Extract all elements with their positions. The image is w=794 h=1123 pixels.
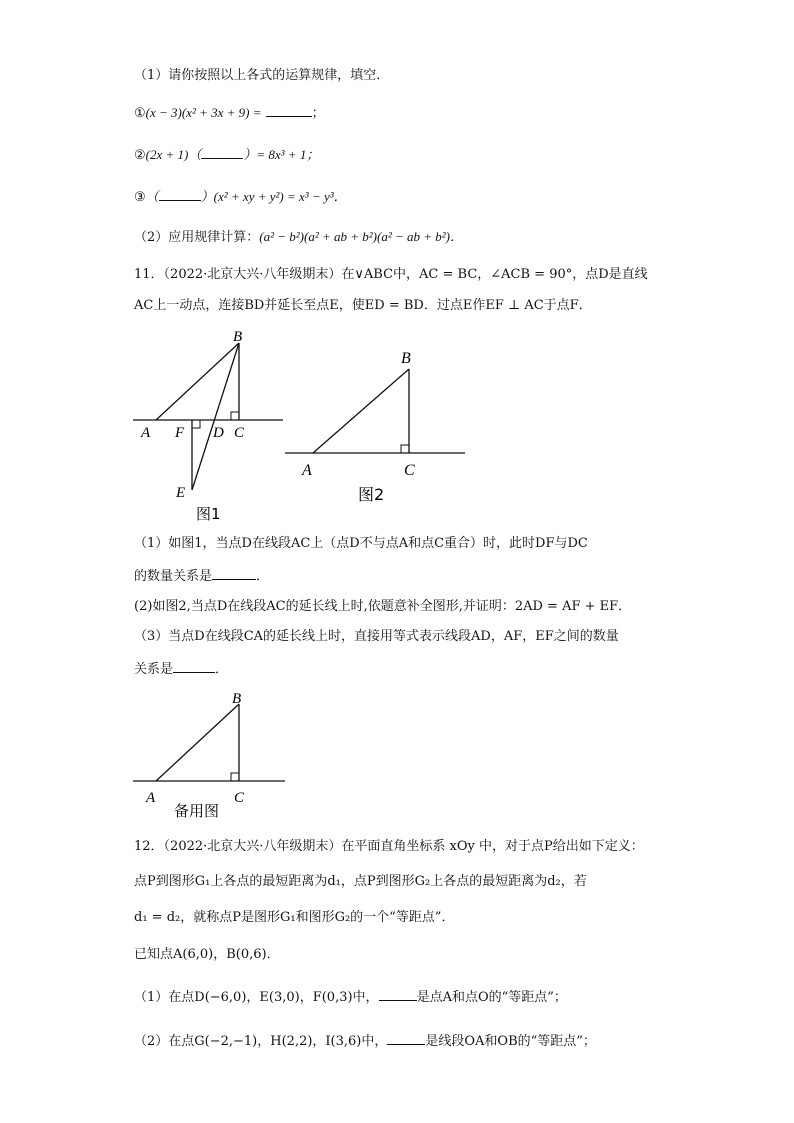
figure-1-caption: 图1 (196, 505, 221, 523)
q11-line1: 11．（2022·北京大兴·八年级期末）在∨ABC中，AC = BC，∠ACB = 90°，点D是直线 (134, 267, 648, 282)
q12-line4: 已知点A(6,0)，B(0,6)． (134, 947, 280, 962)
label-a: A (146, 790, 156, 806)
q11-part3-line1: （3）当点D在线段CA的延长线上时，直接用等式表示线段AD，AF，EF之间的数量 (134, 629, 619, 644)
q12-part2 (134, 1031, 596, 1051)
label-c: C (234, 425, 245, 441)
q11-part3-text: 关系是 (134, 662, 174, 677)
item-number: ③ (134, 190, 146, 205)
label-b: B (233, 329, 243, 345)
q10-part1-intro: （1）请你按照以上各式的运算规律，填空． (134, 68, 390, 83)
q12-line2: 点P到图形G₁上各点的最短距离为d₁，点P到图形G₂上各点的最短距离为d₂，若 (134, 874, 587, 889)
q10-item3-expression-b: ）(x² + xy + y²) = x³ − y³． (200, 189, 347, 204)
right-angle-c (231, 773, 239, 781)
q11-part2: (2)如图2,当点D在线段AC的延长线上时,依题意补全图形,并证明：2AD = AF + EF． (134, 599, 632, 614)
right-angle-f (192, 420, 200, 428)
label-f: F (175, 425, 185, 441)
label-d: D (213, 425, 224, 441)
label-a: A (302, 462, 312, 479)
q12-part2-text-b: 是线段OA和OB的“等距点”； (425, 1034, 596, 1049)
q10-item3 (134, 187, 347, 207)
answer-blank[interactable] (201, 145, 243, 159)
label-e: E (176, 485, 186, 501)
backup-figure-caption: 备用图 (174, 802, 220, 818)
q12-part1-text-b: 是点A和点O的“等距点”； (416, 990, 567, 1005)
q12-line1: 12．（2022·北京大兴·八年级期末）在平面直角坐标系 xOy 中，对于点P给出如下定义： (134, 839, 644, 854)
answer-blank[interactable] (159, 187, 201, 201)
item-number: ② (134, 148, 146, 163)
punctuation: ． (215, 662, 229, 677)
answer-blank[interactable] (379, 987, 417, 1001)
q10-item2-expression-a: (2x + 1)（ (145, 147, 202, 162)
q12-part1 (134, 987, 567, 1007)
label-b: B (401, 350, 411, 367)
figure-2-caption: 图2 (358, 485, 385, 504)
right-angle-c (401, 445, 409, 453)
answer-blank[interactable] (173, 659, 215, 673)
right-angle-c (231, 412, 239, 420)
q10-item3-expression-a: （ (145, 189, 159, 204)
label-c: C (234, 790, 245, 806)
q11-part1-line1: （1）如图1，当点D在线段AC上（点D不与点A和点C重合）时，此时DF与DC (134, 536, 588, 551)
q10-part2 (134, 228, 463, 247)
q10-item2-expression-b: ）= 8x³ + 1； (243, 147, 320, 162)
q10-part2-expression: (a² − b²)(a² + ab + b²)(a² − ab + b²)． (259, 229, 464, 244)
punctuation: ． (256, 569, 270, 584)
q11-line2: AC上一动点，连接BD并延长至点E，使ED = BD．过点E作EF ⊥ AC于点F． (134, 298, 592, 313)
q10-part2-text: （2）应用规律计算： (134, 230, 260, 245)
figure-1 (133, 329, 283, 523)
answer-blank[interactable] (212, 566, 256, 580)
q10-item1 (134, 103, 325, 123)
q11-part1-line2 (134, 566, 269, 586)
label-c: C (404, 462, 415, 479)
answer-blank[interactable] (266, 103, 312, 117)
label-b: B (232, 691, 242, 707)
q10-item1-expression: (x − 3)(x² + 3x + 9) = (145, 105, 262, 120)
q11-figures-1-2 (128, 325, 473, 525)
q11-part1-text: 的数量关系是 (134, 569, 213, 584)
q12-part1-text-a: （1）在点D(−6,0)，E(3,0)，F(0,3)中， (134, 990, 379, 1005)
label-a: A (141, 425, 151, 441)
punctuation: ； (311, 106, 325, 121)
figure-2 (285, 350, 465, 504)
q12-part2-text-a: （2）在点G(−2,−1)，H(2,2)，I(3,6)中， (134, 1034, 388, 1049)
q11-part3-line2 (134, 659, 228, 679)
item-number: ① (134, 106, 146, 121)
q10-item2 (134, 145, 319, 165)
q12-line3: d₁ = d₂，就称点P是图形G₁和图形G₂的一个“等距点”． (134, 910, 455, 925)
segment-ab (313, 369, 409, 453)
segment-ab (156, 704, 239, 781)
answer-blank[interactable] (387, 1031, 425, 1045)
q11-backup-figure (128, 688, 293, 818)
